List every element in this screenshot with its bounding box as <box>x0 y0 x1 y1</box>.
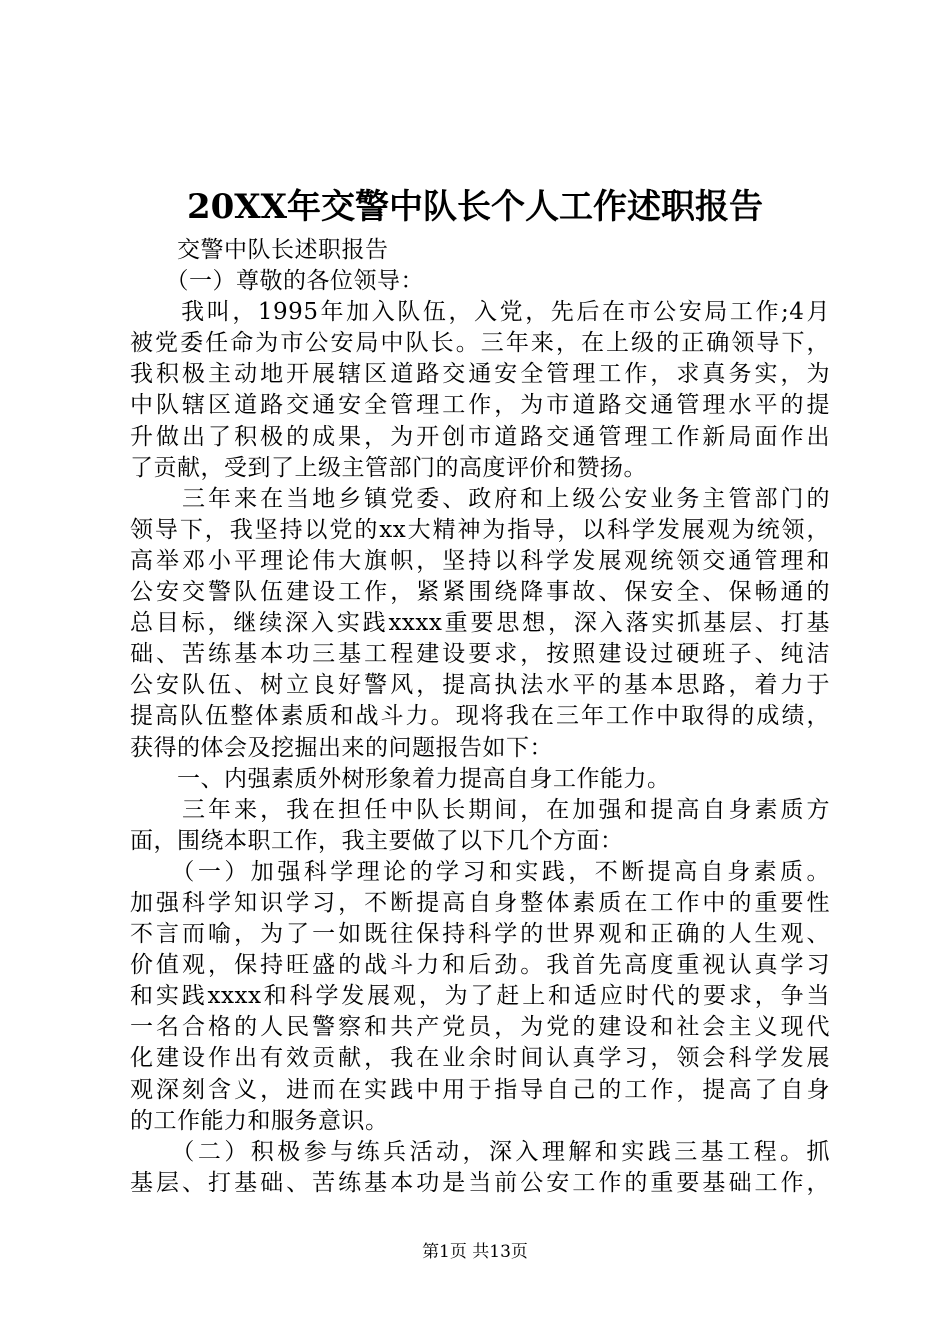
body-line: 总目标，继续深入实践xxxx重要思想，深入落实抓基层、打基 <box>130 610 830 637</box>
body-line: 三年来，我在担任中队长期间，在加强和提高自身素质方 <box>130 796 830 823</box>
body-line: 一名合格的人民警察和共产党员，为党的建设和社会主义现代 <box>130 1014 830 1041</box>
body-line: （一）尊敬的各位领导： <box>130 268 424 295</box>
body-line: （一）加强科学理论的学习和实践，不断提高自身素质。 <box>130 858 830 885</box>
body-line: 加强科学知识学习，不断提高自身整体素质在工作中的重要性 <box>130 889 830 916</box>
body-line: 中队辖区道路交通安全管理工作，为市道路交通管理水平的提 <box>130 392 830 419</box>
body-line: （二）积极参与练兵活动，深入理解和实践三基工程。抓 <box>130 1138 830 1165</box>
body-line: 被党委任命为市公安局中队长。三年来，在上级的正确领导下， <box>130 330 830 357</box>
body-line: 三年来在当地乡镇党委、政府和上级公安业务主管部门的 <box>130 485 830 512</box>
page-footer: 第1页 共13页 <box>422 1242 528 1262</box>
body-line: 我积极主动地开展辖区道路交通安全管理工作，求真务实，为 <box>130 361 830 388</box>
body-line: 提高队伍整体素质和战斗力。现将我在三年工作中取得的成绩， <box>130 703 830 730</box>
body-line: 公安交警队伍建设工作，紧紧围绕降事故、保安全、保畅通的 <box>130 579 830 606</box>
body-line: 升做出了积极的成果，为开创市道路交通管理工作新局面作出 <box>130 423 830 450</box>
body-line: 价值观，保持旺盛的战斗力和后劲。我首先高度重视认真学习 <box>130 952 830 979</box>
body-line: 观深刻含义，进而在实践中用于指导自己的工作，提高了自身 <box>130 1076 830 1103</box>
body-line: 的工作能力和服务意识。 <box>130 1107 389 1134</box>
body-line: 交警中队长述职报告 <box>130 237 389 263</box>
body-line: 基层、打基础、苦练基本功是当前公安工作的重要基础工作， <box>130 1169 830 1196</box>
document-body <box>130 235 830 1199</box>
body-line: 高举邓小平理论伟大旗帜，坚持以科学发展观统领交通管理和 <box>130 547 830 574</box>
body-line: 础、苦练基本功三基工程建设要求，按照建设过硬班子、纯洁 <box>130 641 830 668</box>
body-line: 获得的体会及挖掘出来的问题报告如下： <box>130 734 553 761</box>
body-line: 公安队伍、树立良好警风，提高执法水平的基本思路，着力于 <box>130 672 830 699</box>
body-line: 不言而喻，为了一如既往保持科学的世界观和正确的人生观、 <box>130 921 830 948</box>
body-line: 我叫，1995年加入队伍，入党，先后在市公安局工作;4月 <box>130 299 830 326</box>
document-title: 20XX年交警中队长个人工作述职报告 <box>186 187 764 227</box>
body-line: 了贡献，受到了上级主管部门的高度评价和赞扬。 <box>130 454 647 481</box>
body-line: 领导下，我坚持以党的xx大精神为指导，以科学发展观为统领， <box>130 516 830 543</box>
body-line: 化建设作出有效贡献，我在业余时间认真学习，领会科学发展 <box>130 1045 830 1072</box>
body-line: 一、内强素质外树形象着力提高自身工作能力。 <box>130 765 671 792</box>
body-line: 面，围绕本职工作，我主要做了以下几个方面： <box>130 827 624 854</box>
body-line: 和实践xxxx和科学发展观，为了赶上和适应时代的要求，争当 <box>130 983 830 1010</box>
